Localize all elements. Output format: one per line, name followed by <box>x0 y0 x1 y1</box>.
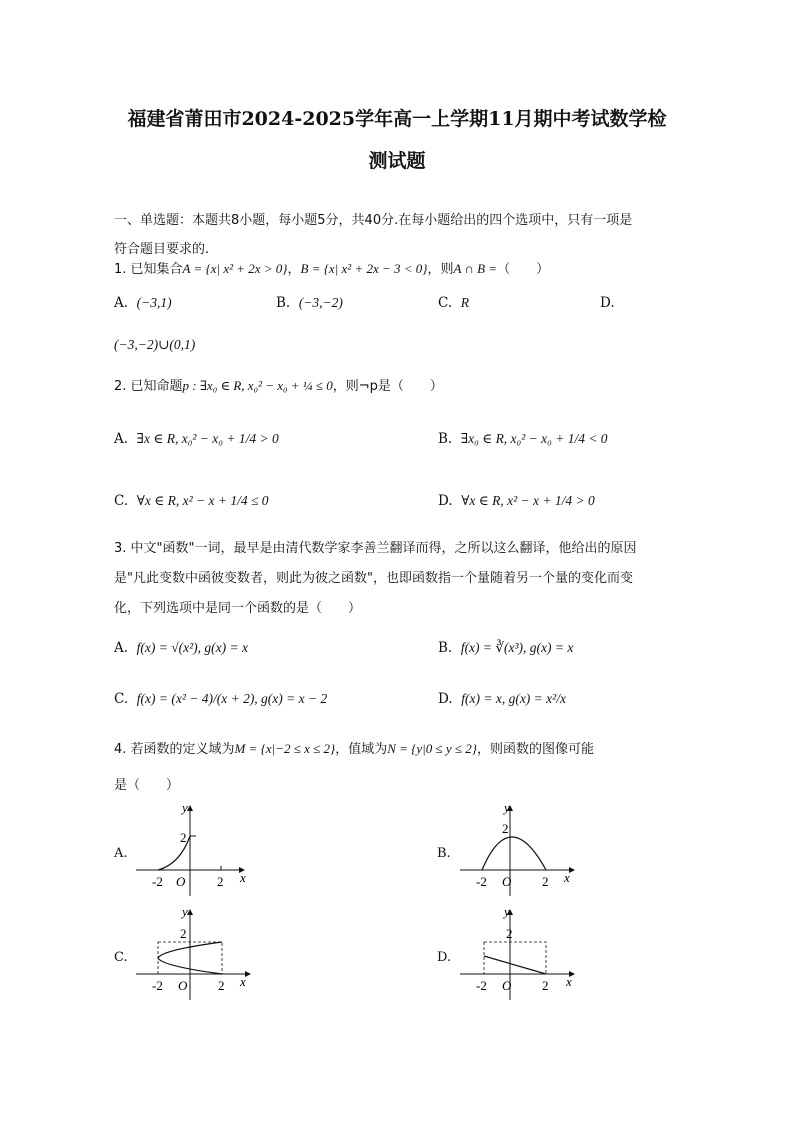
q3-stem-line1: 3. 中文"函数"一词，最早是由清代数学家李善兰翻译而得，之所以这么翻译，他给出的原因 <box>114 541 637 556</box>
q4-option-d[interactable]: D. <box>437 950 452 965</box>
label-origin: O <box>502 874 512 889</box>
q1-option-d-text: (−3,−2)∪(0,1) <box>114 337 196 352</box>
q2-option-b[interactable]: B. ∃x₀ ∈ R, x₀² − x₀ + 1/4 < 0 <box>438 431 608 447</box>
q3-option-b[interactable]: B. f(x) = ∛(x³), g(x) = x <box>438 640 574 656</box>
q4-option-c[interactable]: C. <box>114 950 128 965</box>
q2-stem: 2. 已知命题p : ∃x₀ ∈ R, x₀² − x₀ + ¼ ≤ 0，则¬p是（ ） <box>114 378 443 394</box>
q4-option-b[interactable]: B. <box>437 846 451 861</box>
q1-set-a: A = {x| x² + 2x > 0} <box>182 261 288 276</box>
graph-line <box>484 956 546 974</box>
q1-set-b: B = {x| x² + 2x − 3 < 0} <box>300 261 428 276</box>
graph-curve <box>482 837 546 870</box>
label-pos2: 2 <box>218 978 225 993</box>
graph-c[interactable] <box>132 904 256 1004</box>
q1-option-c[interactable]: C. R <box>438 295 469 311</box>
graph-b[interactable] <box>456 800 580 900</box>
q1-stem: 1. 已知集合A = {x| x² + 2x > 0}，B = {x| x² + 2x − 3 < 0}，则A ∩ B =（ ） <box>114 261 550 277</box>
q3-stem-line3: 化，下列选项中是同一个函数的是（ ） <box>114 601 362 616</box>
graph-a[interactable] <box>132 800 252 900</box>
label-origin: O <box>176 874 186 889</box>
label-pos2: 2 <box>542 978 549 993</box>
q3-stem-line2: 是"凡此变数中函彼变数者，则此为彼之函数"，也即函数指一个量随着另一个量的变化而变 <box>114 571 633 586</box>
q2-proposition: p : ∃x₀ ∈ R, x₀² − x₀ + ¼ ≤ 0 <box>182 378 333 393</box>
section-heading-cont: 符合题目要求的. <box>114 242 210 257</box>
label-x: x <box>566 974 572 989</box>
graph-d[interactable] <box>456 904 580 1004</box>
q3-option-a[interactable]: A. f(x) = √(x²), g(x) = x <box>114 640 249 656</box>
label-y: y <box>504 904 510 919</box>
q1-option-a[interactable]: A. (−3,1) <box>114 295 172 311</box>
label-pos2: 2 <box>542 874 549 889</box>
label-top2: 2 <box>502 821 509 836</box>
q1-expr: A ∩ B = <box>453 261 498 276</box>
label-x: x <box>240 870 246 885</box>
label-neg2: -2 <box>152 874 163 889</box>
label-y: y <box>504 800 510 815</box>
q4-option-a[interactable]: A. <box>114 846 128 861</box>
page-title: 福建省莆田市2024-2025学年高一上学期11月期中考试数学检 <box>127 108 667 130</box>
label-y: y <box>182 800 188 815</box>
q1-option-b[interactable]: B. (−3,−2) <box>276 295 343 311</box>
label-neg2: -2 <box>476 874 487 889</box>
q3-option-d[interactable]: D. f(x) = x, g(x) = x²/x <box>438 691 566 707</box>
q4-stem-line1: 4. 若函数的定义域为M = {x|−2 ≤ x ≤ 2}，值域为N = {y|0 ≤ y ≤ 2}，则函数的图像可能 <box>114 741 594 757</box>
q3-option-c[interactable]: C. f(x) = (x² − 4)/(x + 2), g(x) = x − 2 <box>114 691 328 707</box>
label-origin: O <box>178 978 188 993</box>
label-pos2: 2 <box>217 874 224 889</box>
section-heading: 一、单选题：本题共8小题，每小题5分，共40分.在每小题给出的四个选项中，只有一项是 <box>114 213 633 228</box>
q2-option-a[interactable]: A. ∃x ∈ R, x₀² − x₀ + 1/4 > 0 <box>114 431 279 447</box>
q4-domain: M = {x|−2 ≤ x ≤ 2} <box>234 741 336 756</box>
label-neg2: -2 <box>476 978 487 993</box>
label-x: x <box>564 870 570 885</box>
q4-stem-line2: 是（ ） <box>114 778 180 793</box>
label-origin: O <box>502 978 512 993</box>
page-title-line2: 测试题 <box>368 150 426 172</box>
label-top2: 2 <box>180 830 187 845</box>
q2-option-c[interactable]: C. ∀x ∈ R, x² − x + 1/4 ≤ 0 <box>114 493 269 509</box>
q4-range: N = {y|0 ≤ y ≤ 2} <box>387 741 477 756</box>
label-x: x <box>240 974 246 989</box>
label-top2: 2 <box>506 926 513 941</box>
dashed-box <box>484 942 546 974</box>
label-neg2: -2 <box>152 978 163 993</box>
q2-option-d[interactable]: D. ∀x ∈ R, x² − x + 1/4 > 0 <box>438 493 595 509</box>
q1-option-d[interactable]: D. <box>600 295 615 311</box>
label-y: y <box>182 904 188 919</box>
label-top2: 2 <box>180 926 187 941</box>
